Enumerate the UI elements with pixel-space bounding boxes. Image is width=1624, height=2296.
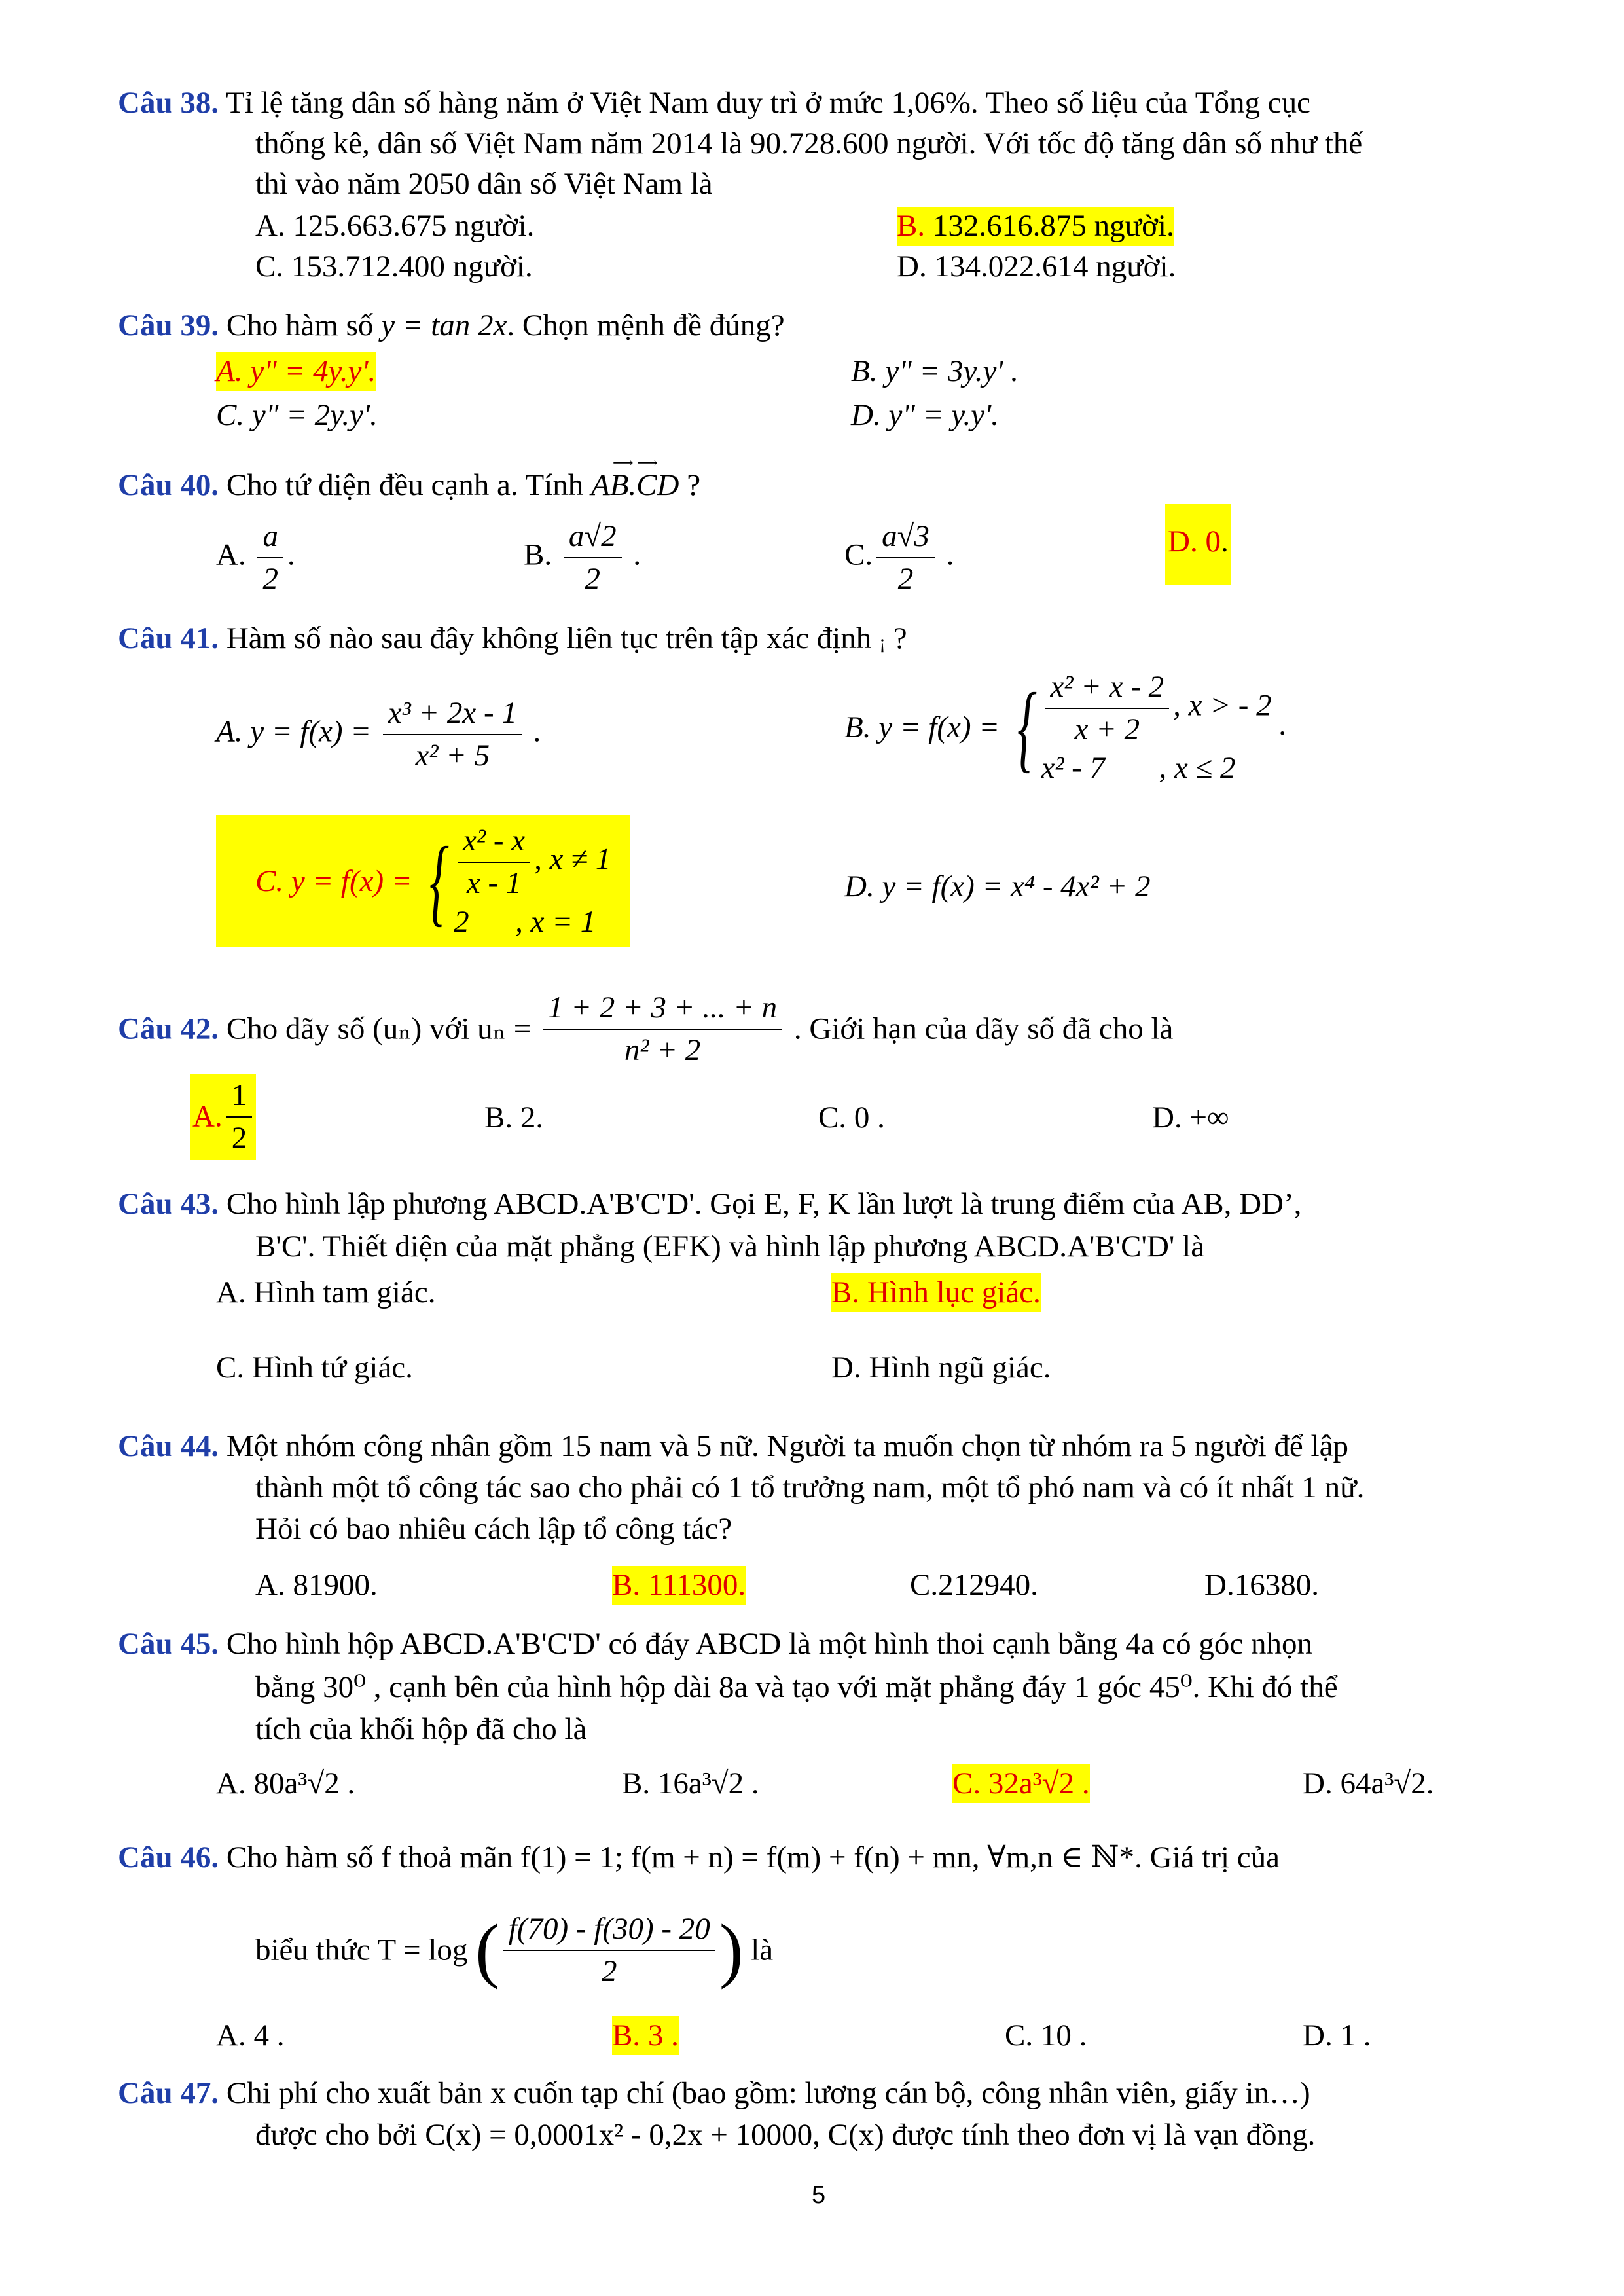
option-d: D. 64a³√2. [1303,1766,1434,1800]
option-b: B. y" = 3y.y' . [851,354,1019,388]
option-a: A. 4 . [216,2018,285,2052]
option-a-highlighted: A. $\frac{1}{2}$ [190,1074,256,1160]
option-d: D. +∞ [1152,1101,1229,1135]
fraction: $\frac{1}{2}$ [226,1076,253,1157]
question-label: Câu 43. [118,1187,219,1221]
option-c: C. 0 . [818,1101,885,1135]
question-text: biểu thức T = log [255,1933,468,1967]
option-d: D. 134.022.614 người. [897,249,1176,283]
option-d-highlighted: D. 0. [1165,504,1231,585]
fraction: $\frac{a√2}{2}$ [564,517,622,598]
fraction: $\frac{\text{x³ + 2x - 1}}{\text{x² + 5}}$ [383,694,522,775]
option-b-highlighted: B. 3 . [612,2016,679,2055]
option-b-highlighted [897,207,1174,246]
question-text: được cho bởi C(x) = 0,0001x² - 0,2x + 10000, C(x) được tính theo đơn vị là vạn đồng. [255,2118,1316,2152]
option-text: 132.616.875 người. [925,209,1174,243]
option-a: A. Hình tam giác. [216,1275,436,1309]
question-text: Một nhóm công nhân gồm 15 nam và 5 nữ. Người ta muốn chọn từ nhóm ra 5 người để lập [226,1429,1348,1463]
formula: y = tan 2x [381,308,507,342]
fraction: $\frac{f(70) - f(30) - 20}{2}$ [503,1910,715,1991]
question-text: Hàm số nào sau đây không liên tục trên tập xác định [226,621,872,655]
bracket-left: ( [475,1910,499,1990]
option-c: C. y" = 2y.y'. [216,398,378,432]
bracket-right: ) [719,1910,744,1990]
question-label: Câu 45. [118,1627,219,1661]
option-b-highlighted: B. 111300. [612,1566,746,1605]
question-text: . Giới hạn của dãy số đã cho là [793,1011,1174,1046]
option-b: B. 16a³√2 . [622,1766,759,1800]
question-text: Hỏi có bao nhiêu cách lập tổ công tác? [255,1512,732,1546]
option-text: A. y" = 4y.y'. [216,354,376,388]
option-b-highlighted: B. Hình lục giác. [831,1273,1041,1312]
question-text: Cho tứ diện đều cạnh a. Tính [226,468,592,502]
question-text: Cho dãy số (uₙ) với uₙ = [226,1011,532,1046]
option-d: D. y = f(x) = x⁴ - 4x² + 2 [844,869,1151,903]
option-d: D. y" = y.y'. [851,398,999,432]
option-c: C. 153.712.400 người. [255,249,533,283]
question-text: Tỉ lệ tăng dân số hàng năm ở Việt Nam duy trì ở mức 1,06%. Theo số liệu của Tổng cục [226,86,1310,120]
question-text: Cho hàm số f thoả mãn f(1) = 1; f(m + n) = f(m) + f(n) + mn, ∀m,n ∈ ℕ*. Giá trị của [226,1840,1280,1874]
fraction: $\frac{\text{x² + x - 2}}{x + 2}$ [1045,668,1169,749]
question-text: thống kê, dân số Việt Nam năm 2014 là 90.728.600 người. Với tốc độ tăng dân số như thế [255,126,1363,160]
option-a: A. 81900. [255,1568,378,1602]
question-text: là [751,1933,774,1967]
question-label: Câu 38. [118,86,219,120]
fraction: $\frac{\text{x² - x}}{x - 1}$ [458,822,530,903]
question-label: Câu 40. [118,468,219,502]
piecewise-brace: { [1017,673,1037,782]
option-a-highlighted [216,352,376,391]
question-text: thành một tổ công tác sao cho phải có 1 tổ trưởng nam, một tổ phó nam và có ít nhất 1 nữ. [255,1470,1365,1504]
question-text: ? [893,621,907,655]
option-b: B. $\frac{a√2}{2}$ . [524,517,641,598]
fraction: $\frac{a}{2}$ [257,517,283,598]
option-c: C. 10 . [1005,2018,1087,2052]
page-number: 5 [812,2181,826,2209]
option-c: C. Hình tứ giác. [216,1351,413,1385]
question-label: Câu 39. [118,308,219,342]
option-b: B. y = f(x) = { $\frac{\text{x² + x - 2}}{x + 2}$ , x > - 2 x² - 7 , x ≤ 2 . [844,668,1287,787]
option-c: C.212940. [910,1568,1038,1602]
question-label: Câu 46. [118,1840,219,1874]
fraction: $\frac{1 + 2 + 3 + ... + n}{\text{n² + 2}}$ [543,989,782,1070]
question-text: tích của khối hộp đã cho là [255,1712,587,1746]
option-c-highlighted: C. 32a³√2 . [952,1764,1090,1803]
question-label: Câu 42. [118,1011,219,1046]
question-label: Câu 44. [118,1429,219,1463]
option-a: A. y = f(x) = $\frac{\text{x³ + 2x - 1}}{\text{x² + 5}}$ . [216,694,541,775]
question-text: Chi phí cho xuất bản x cuốn tạp chí (bao gồm: lương cán bộ, công nhân viên, giấy in…) [226,2076,1310,2110]
question-text: thì vào năm 2050 dân số Việt Nam là [255,167,713,201]
question-text: . Chọn mệnh đề đúng? [507,308,785,342]
option-letter: B. [897,209,926,243]
option-d: D. 1 . [1303,2018,1371,2052]
vector-formula: ⟶ ⟶ AB.CD [591,454,679,502]
option-a: A. 80a³√2 . [216,1766,355,1800]
question-text: Cho hình lập phương ABCD.A'B'C'D'. Gọi E, F, K lần lượt là trung điểm của AB, DD’, [226,1187,1302,1221]
question-label: Câu 47. [118,2076,219,2110]
question-text: B'C'. Thiết diện của mặt phẳng (EFK) và hình lập phương ABCD.A'B'C'D' là [255,1230,1205,1264]
option-d: D.16380. [1204,1568,1319,1602]
option-a: A. $\frac{a}{2}$ . [216,517,295,598]
question-text: Cho hàm số [226,308,382,342]
question-label: Câu 41. [118,621,219,655]
option-b: B. 2. [484,1101,544,1135]
option-d: D. Hình ngũ giác. [831,1351,1051,1385]
question-text: bằng 30⁰ , cạnh bên của hình hộp dài 8a và tạo với mặt phẳng đáy 1 góc 45⁰. Khi đó thể [255,1670,1338,1704]
option-c-highlighted: C. y = f(x) = { $\frac{\text{x² - x}}{x - 1}$ , x ≠ 1 2 , x = 1 [216,815,630,947]
piecewise-brace: { [429,827,450,936]
real-numbers-symbol: ¡ [879,631,886,653]
question-text: Cho hình hộp ABCD.A'B'C'D' có đáy ABCD là một hình thoi cạnh bằng 4a có góc nhọn [226,1627,1313,1661]
option-a: A. 125.663.675 người. [255,209,535,243]
vector-arrows: ⟶ ⟶ [612,454,658,471]
question-text: ? [679,468,701,502]
option-c: C. $\frac{a√3}{2}$ . [844,517,954,598]
fraction: $\frac{a√3}{2}$ [876,517,935,598]
